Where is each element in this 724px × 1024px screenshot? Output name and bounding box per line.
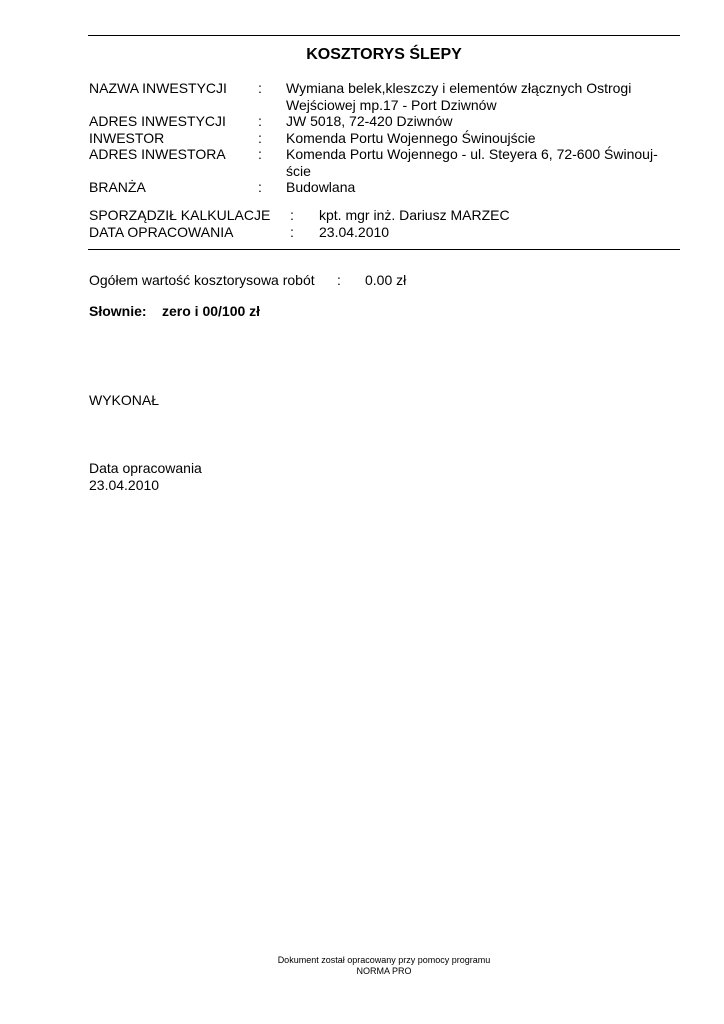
prepared-by-separator: : <box>290 207 294 223</box>
total-value-separator: : <box>337 272 341 288</box>
amount-in-words-label: Słownie: <box>89 303 147 319</box>
prepared-by-label: SPORZĄDZIŁ KALKULACJE <box>89 207 271 223</box>
field-label-branch: BRANŻA <box>89 179 146 195</box>
footer-line1: Dokument został opracowany przy pomocy programu <box>277 955 491 965</box>
prepared-by-value: kpt. mgr inż. Dariusz MARZEC <box>319 207 510 223</box>
footer-line2: NORMA PRO <box>356 966 412 976</box>
date-block-label: Data opracowania <box>89 460 202 476</box>
field-value-investor-address-line2: ście <box>286 162 311 179</box>
field-value-branch: Budowlana <box>286 179 356 195</box>
field-label-investment-name: NAZWA INWESTYCJI <box>89 80 227 96</box>
field-label-investor-address: ADRES INWESTORA <box>89 146 226 162</box>
total-value-amount: 0.00 zł <box>365 272 407 288</box>
field-label-investor: INWESTOR <box>89 129 165 146</box>
preparation-date-label: DATA OPRACOWANIA <box>89 223 234 240</box>
preparation-date-separator: : <box>290 223 294 240</box>
field-separator: : <box>258 179 262 195</box>
header-bottom-rule <box>88 249 680 250</box>
date-block-value: 23.04.2010 <box>89 477 160 493</box>
field-value-investor-address-line1: Komenda Portu Wojennego - ul. Steyera 6, 72-600 Świnouj- <box>286 146 658 162</box>
total-value-label: Ogółem wartość kosztorysowa robót <box>89 272 315 288</box>
document-title: KOSZTORYS ŚLEPY <box>306 46 462 63</box>
executed-by-label: WYKONAŁ <box>89 392 160 408</box>
field-separator: : <box>258 113 262 129</box>
field-value-investor: Komenda Portu Wojennego Świnoujście <box>286 129 536 146</box>
amount-in-words-value: zero i 00/100 zł <box>162 303 261 319</box>
field-value-investment-name-line1: Wymiana belek,kleszczy i elementów złącznych Ostrogi <box>286 80 632 96</box>
top-rule <box>88 35 680 36</box>
field-value-investment-name-line2: Wejściowej mp.17 - Port Dziwnów <box>286 96 497 113</box>
field-separator: : <box>258 129 262 146</box>
field-label-investment-address: ADRES INWESTYCJI <box>89 113 226 129</box>
preparation-date-value: 23.04.2010 <box>319 223 390 240</box>
field-separator: : <box>258 146 262 162</box>
field-value-investment-address: JW 5018, 72-420 Dziwnów <box>286 113 453 129</box>
field-separator: : <box>258 80 262 96</box>
